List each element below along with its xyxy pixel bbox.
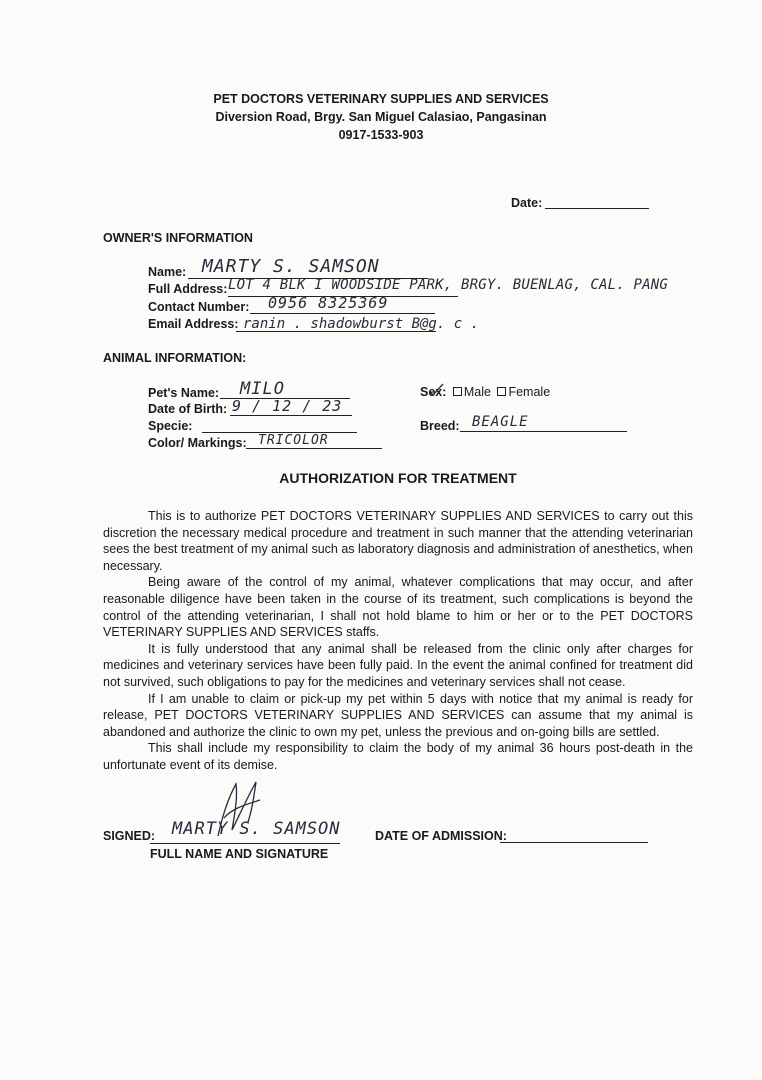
- owner-address-label: Full Address:: [148, 282, 228, 296]
- dob-field[interactable]: [230, 415, 352, 416]
- date-field[interactable]: [545, 208, 649, 209]
- paragraph-post-death: This shall include my responsibility to claim the body of my animal 36 hours post-death in the unfortunate event of its demise.: [103, 741, 693, 772]
- pet-name-label: Pet's Name:: [148, 386, 220, 400]
- color-label: Color/ Markings:: [148, 436, 247, 450]
- female-checkbox[interactable]: [497, 387, 506, 396]
- admission-label: DATE OF ADMISSION:: [375, 829, 507, 843]
- owner-contact-value: 0956 8325369: [268, 294, 389, 312]
- date-label: Date:: [511, 196, 543, 210]
- signature-scribble: [208, 778, 268, 840]
- color-value: TRICOLOR: [258, 433, 329, 448]
- specie-label: Specie:: [148, 419, 193, 433]
- paragraph-abandonment: If I am unable to claim or pick-up my pet within 5 days with notice that my animal is ready for release, PET DOCTORS VETERINARY SUPPLIES AND SERVICES can assume that my animal is abandoned and authorize the clinic to own my pet, unless the previous and on-going bills are settled.: [103, 691, 693, 739]
- signed-label: SIGNED:: [103, 829, 156, 843]
- dob-value: 9 / 12 / 23: [232, 397, 343, 415]
- authorization-title: AUTHORIZATION FOR TREATMENT: [279, 470, 517, 486]
- authorization-body: [103, 508, 693, 774]
- signature-caption: FULL NAME AND SIGNATURE: [150, 847, 329, 861]
- owner-address-value: LOT 4 BLK I WOODSIDE PARK, BRGY. BUENLAG, CAL. PANG: [228, 277, 669, 293]
- owner-contact-field[interactable]: [250, 313, 435, 314]
- color-field[interactable]: [246, 448, 382, 449]
- breed-field[interactable]: [460, 431, 627, 432]
- pet-name-value: MILO: [240, 379, 285, 399]
- male-checkbox[interactable]: [453, 387, 462, 396]
- breed-label: Breed:: [420, 419, 460, 433]
- female-option-label: Female: [508, 385, 551, 399]
- clinic-name: PET DOCTORS VETERINARY SUPPLIES AND SERVICES: [213, 92, 549, 106]
- owner-name-label: Name:: [148, 265, 187, 279]
- signed-name-value: MARTY S. SAMSON: [172, 819, 341, 839]
- owner-email-value: ranin . shadowburst B@g. c .: [243, 316, 480, 332]
- owner-contact-label: Contact Number:: [148, 300, 250, 314]
- owner-section-title: OWNER'S INFORMATION: [103, 231, 253, 245]
- paragraph-complications: Being aware of the control of my animal, whatever complications that may occur, and after reasonable diligence have been taken in the course of its treatment, such complications is beyond the control of the attending veterinarian, I shall not hold blame to him or her or to the PET DOCTORS VETERINARY SUPPLIES AND SERVICES staffs.: [103, 575, 693, 640]
- clinic-phone: 0917-1533-903: [338, 128, 424, 142]
- dob-label: Date of Birth:: [148, 402, 228, 416]
- clinic-address: Diversion Road, Brgy. San Miguel Calasiao, Pangasinan: [215, 110, 547, 124]
- admission-field[interactable]: [500, 842, 648, 843]
- paragraph-authorize: This is to authorize PET DOCTORS VETERINARY SUPPLIES AND SERVICES to carry out this discretion the necessary medical procedure and treatment in such manner that the attending veterinarian sees the best treatment of my animal such as laboratory diagnosis and administration of anesthetics, when necessary.: [103, 509, 693, 573]
- checkmark-icon: [427, 383, 445, 397]
- sex-label: Sex:: [420, 385, 447, 399]
- male-option-label: Male: [463, 385, 491, 399]
- paragraph-charges: It is fully understood that any animal shall be released from the clinic only after charges for medicines and veterinary services have been fully paid. In the event the animal confined for treatment did not survived, such obligations to pay for the medicines and veterinary services shall not cease.: [103, 641, 693, 689]
- owner-name-value: MARTY S. SAMSON: [202, 256, 380, 277]
- owner-email-label: Email Address:: [148, 317, 239, 331]
- breed-value: BEAGLE: [472, 414, 529, 430]
- animal-section-title: ANIMAL INFORMATION:: [103, 351, 247, 365]
- signature-field[interactable]: [150, 843, 340, 844]
